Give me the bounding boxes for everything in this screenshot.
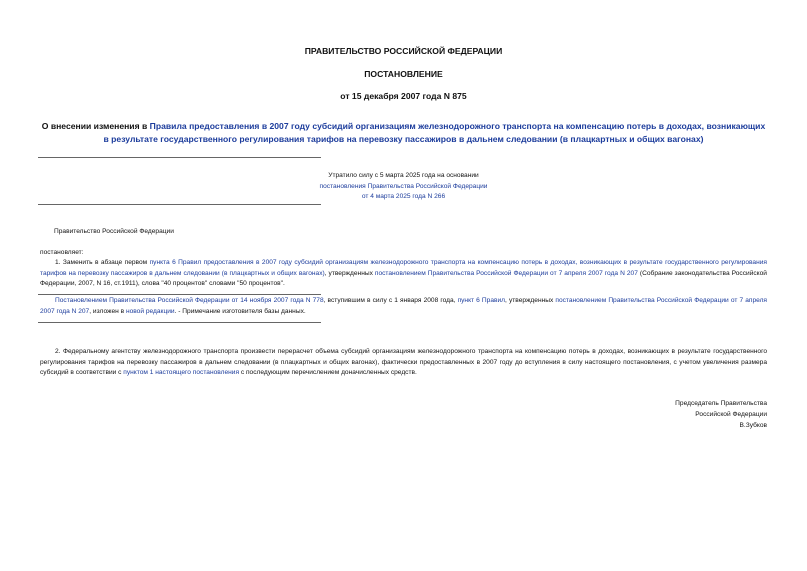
status-link-date[interactable]: от 4 марта 2025 года N 266 (361, 193, 446, 200)
editor-note-text: , утвержденных (505, 297, 556, 304)
separator-line (38, 157, 321, 158)
editor-note-text: , вступившим в силу с 1 января 2008 года, (323, 297, 458, 304)
paragraph-1-text: (Собрание законодательства Российской Федерации, 2007, N 16, ст.1911), слова "40 процентов" словами "50 процентов". (40, 269, 767, 287)
link-rules-item-6[interactable]: пункта 6 Правил предоставления в 2007 году субсидий организациям железнодорожного транспорта на компенсацию потерь в доходах, возникающих в результате государственного регулирования тарифов на перевозку пассажиров в дальнем следовании (в плацкартных и общих вагонах) (40, 259, 767, 277)
separator-line (38, 204, 321, 205)
link-item-1[interactable]: пунктом 1 настоящего постановления (123, 369, 240, 376)
issuer-text: Правительство Российской Федерации (54, 228, 174, 235)
signature-name: В.Зубков (739, 422, 767, 429)
paragraph-1-text: , утвержденных (324, 269, 375, 277)
link-decree-207[interactable]: постановлением Правительства Российской Федерации от 7 апреля 2007 года N 207 (40, 297, 767, 315)
link-decree-207[interactable]: постановлением Правительства Российской Федерации от 7 апреля 2007 года N 207 (374, 269, 638, 277)
editor-note-text: . - Примечание изготовителя базы данных. (174, 307, 306, 315)
document-type-heading: ПОСТАНОВЛЕНИЕ (364, 69, 443, 79)
issuer-heading: ПРАВИТЕЛЬСТВО РОССИЙСКОЙ ФЕДЕРАЦИИ (304, 46, 503, 56)
paragraph-1 (40, 258, 767, 290)
separator-line (38, 294, 321, 295)
document-date-number: от 15 декабря 2007 года N 875 (340, 91, 467, 101)
status-link-decree[interactable]: постановления Правительства Российской Федерации (319, 182, 488, 190)
link-rules-item-6[interactable]: пункт 6 Правил (457, 297, 506, 304)
signature-position: Председатель Правительства (675, 400, 767, 407)
status-note (0, 171, 807, 203)
paragraph-1-text: 1. Заменить в абзаце первом (55, 259, 150, 266)
signature-block (675, 398, 767, 431)
signature-country: Российской Федерации (695, 411, 767, 418)
paragraph-2-text: с последующим перечислением доначисленных средств. (239, 369, 417, 376)
editor-note-text: , изложен в (89, 307, 126, 315)
separator-line (38, 322, 321, 323)
paragraph-2 (40, 347, 767, 379)
link-decree-778[interactable]: Постановлением Правительства Российской Федерации от 14 ноября 2007 года N 778 (55, 297, 324, 304)
status-line: Утратило силу с 5 марта 2025 года на основании (328, 172, 479, 179)
title-link-rules[interactable]: Правила предоставления в 2007 году субсидий организациям железнодорожного транспорта на компенсацию потерь в доходах, возникающих в результате государственного регулирования тарифов на перевозку пассажиров в дальнем следовании (в плацкартных и общих вагонах) (103, 121, 766, 144)
paragraph-2-text: 2. Федеральному агентству железнодорожного транспорта произвести перерасчет объема субсидий организациям железнодорожного транспорта на компенсацию потерь в доходах, возникающих в результате государственного регулирования тарифов на перевозку пассажиров в дальнем следовании (в плацкартных и общих вагонах), фактически предоставленных в 2007 году до вступления в силу настоящего постановления, с учетом увеличения размера субсидий в соответствии с (40, 348, 767, 376)
link-new-edition[interactable]: новой редакции (125, 307, 175, 315)
document-title (40, 120, 767, 146)
resolves-text: постановляет: (40, 249, 84, 256)
editor-note (40, 296, 767, 317)
title-prefix: О внесении изменения в (41, 121, 150, 131)
